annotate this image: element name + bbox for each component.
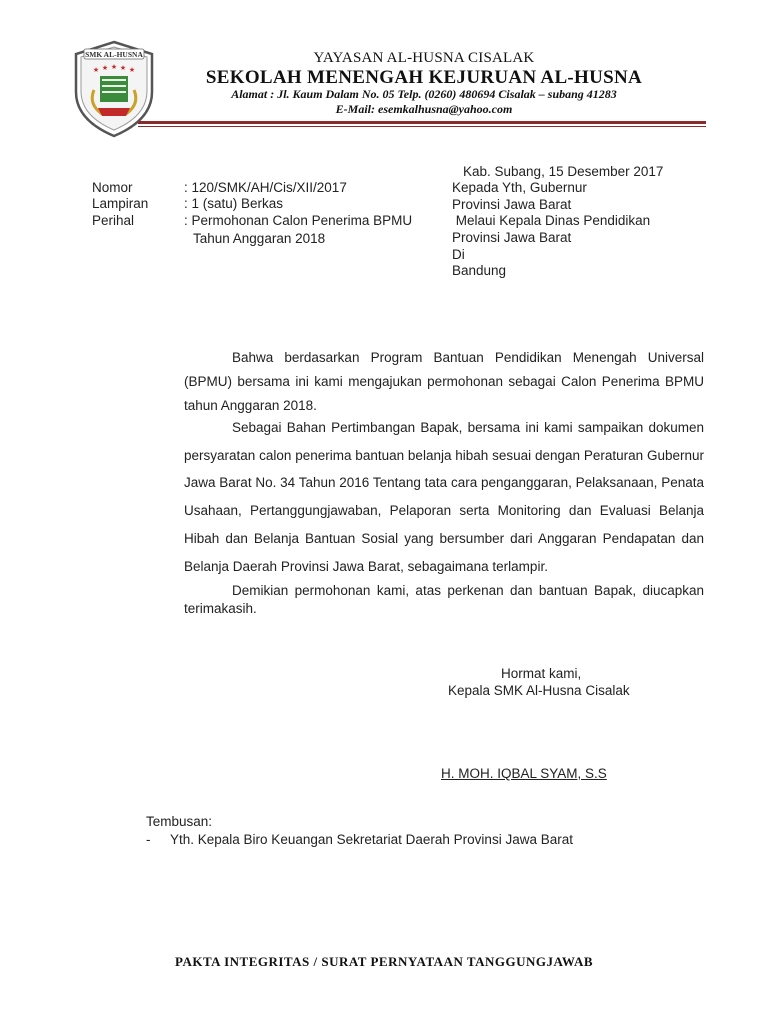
- logo-text: SMK AL-HUSNA: [85, 50, 143, 59]
- nomor-label: Nomor: [92, 180, 133, 195]
- cc-item: Yth. Kepala Biro Keuangan Sekretariat Daerah Provinsi Jawa Barat: [170, 832, 573, 847]
- svg-text:★: ★: [119, 64, 127, 72]
- svg-text:★: ★: [110, 63, 118, 71]
- recipient-line: Provinsi Jawa Barat: [452, 197, 572, 212]
- nomor-value: : 120/SMK/AH/Cis/XII/2017: [184, 180, 347, 195]
- lampiran-value: : 1 (satu) Berkas: [184, 196, 284, 211]
- recipient-line: Di: [452, 247, 465, 262]
- letterhead-rule-thick: [138, 121, 706, 124]
- svg-text:★: ★: [101, 64, 109, 72]
- recipient-line: Kepada Yth, Gubernur: [452, 180, 587, 195]
- letterhead-rule-thin: [138, 126, 706, 127]
- body-paragraph-2: Sebagai Bahan Pertimbangan Bapak, bersama ini kami sampaikan dokumen persyaratan calon penerima bantuan belanja hibah sesuai dengan Peraturan Gubernur Jawa Barat No. 34 Tahun 2016 Tentang tata cara penganggaran, Pelaksanaan, Penata Usahaan, Pertanggungjawaban, Pelaporan serta Monitoring dan Evaluasi Belanja Hibah dan Belanja Bantuan Sosial yang bersumber dari Anggaran Pendapatan dan Belanja Daerah Provinsi Jawa Barat, sebagaimana terlampir.: [184, 420, 704, 574]
- perihal-label: Perihal: [92, 213, 135, 228]
- svg-text:★: ★: [128, 66, 136, 74]
- svg-text:★: ★: [92, 66, 100, 74]
- body-paragraph-1: Bahwa berdasarkan Program Bantuan Pendidikan Menengah Universal (BPMU) bersama ini kami mengajukan permohonan sebagai Calon Penerima BPMU tahun Anggaran 2018.: [184, 350, 704, 413]
- recipient-line: Melaui Kepala Dinas Pendidikan: [452, 213, 651, 228]
- perihal-value: : Permohonan Calon Penerima BPMU: [184, 213, 413, 228]
- cc-label: Tembusan:: [146, 814, 213, 829]
- letter-date: Kab. Subang, 15 Desember 2017: [463, 164, 664, 179]
- cc-bullet: -: [146, 832, 151, 847]
- signer-position: Kepala SMK Al-Husna Cisalak: [448, 683, 630, 698]
- school-email: E-Mail: esemkalhusna@yahoo.com: [335, 102, 513, 116]
- recipient-line: Provinsi Jawa Barat: [452, 230, 572, 245]
- foundation-name: YAYASAN AL-HUSNA CISALAK: [313, 50, 535, 66]
- lampiran-label: Lampiran: [92, 196, 149, 211]
- school-address: Alamat : Jl. Kaum Dalam No. 05 Telp. (0260) 480694 Cisalak – subang 41283: [231, 87, 617, 101]
- body-paragraph-3: Demikian permohonan kami, atas perkenan dan bantuan Bapak, diucapkan terimakasih.: [184, 583, 704, 616]
- school-name: SEKOLAH MENENGAH KEJURUAN AL-HUSNA: [205, 67, 643, 88]
- perihal-value-line2: Tahun Anggaran 2018: [193, 231, 326, 246]
- recipient-line: Bandung: [452, 263, 507, 278]
- next-section-title: PAKTA INTEGRITAS / SURAT PERNYATAAN TANGGUNGJAWAB: [174, 954, 594, 969]
- closing-greeting: Hormat kami,: [501, 666, 582, 681]
- signer-name: H. MOH. IQBAL SYAM, S.S: [441, 766, 607, 781]
